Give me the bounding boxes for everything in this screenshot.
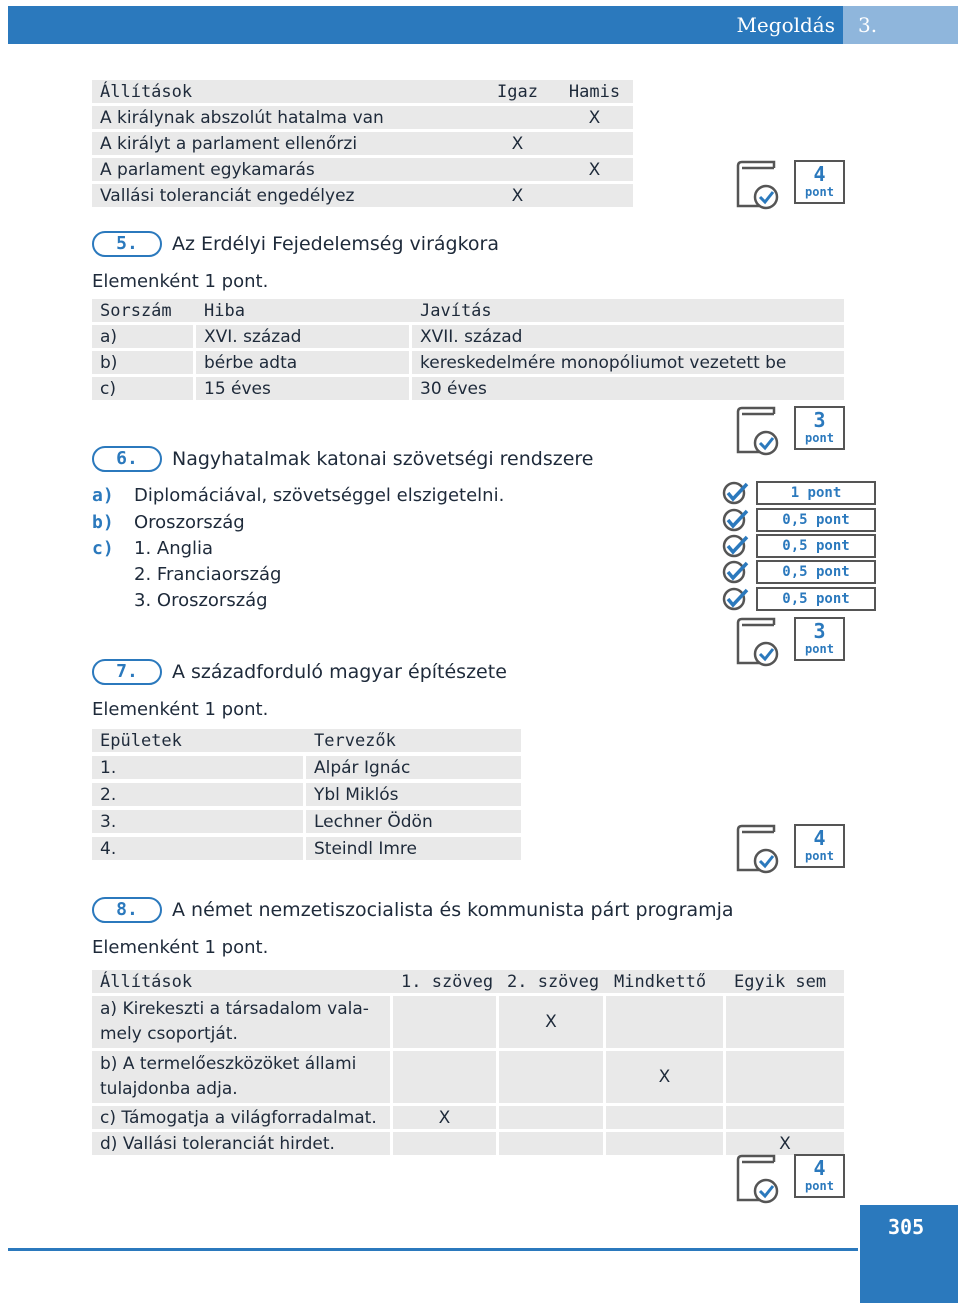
- section-title: A német nemzetiszocialista és kommunista párt programja: [172, 899, 734, 921]
- cell: 15 éves: [196, 377, 412, 400]
- header-cell: Hamis: [556, 80, 633, 103]
- check-circle-icon: [722, 534, 750, 558]
- section-title: A századforduló magyar építészete: [172, 661, 507, 683]
- cell: X: [606, 1051, 726, 1103]
- cell: A parlament egykamarás: [92, 158, 479, 181]
- cell: b) A termelőeszközöket állami tulajdonba adja.: [92, 1051, 393, 1103]
- cell: Lechner Ödön: [306, 810, 521, 833]
- header-cell: Epületek: [92, 729, 306, 752]
- header-cell: Javítás: [412, 299, 844, 322]
- points-box: 3 pont: [794, 406, 845, 450]
- cell: [606, 1106, 726, 1129]
- partial-score: [722, 508, 876, 532]
- points-note: Elemenként 1 pont.: [92, 271, 269, 292]
- points-box: 4 pont: [794, 824, 845, 868]
- header-cell: Sorszám: [92, 299, 196, 322]
- cell: 1.: [92, 756, 306, 779]
- cell: [479, 106, 556, 129]
- section-5-heading: [92, 231, 499, 257]
- table-row: [92, 325, 844, 348]
- table-row: [92, 106, 633, 129]
- errors-table: [92, 296, 844, 403]
- cell: X: [393, 1106, 499, 1129]
- book-check-icon: [734, 160, 782, 210]
- points-label: 0,5 pont: [756, 587, 876, 611]
- answer-a: a) Diplomáciával, szövetséggel elszigetelni.: [92, 485, 505, 506]
- table-header: [92, 80, 633, 103]
- cell: Vallási toleranciát engedélyez: [92, 184, 479, 207]
- cell: X: [479, 132, 556, 155]
- cell: bérbe adta: [196, 351, 412, 374]
- table-row: [92, 158, 633, 181]
- footer-divider: [8, 1248, 858, 1251]
- cell: a) Kirekeszti a társadalom vala- mely csoportját.: [92, 996, 393, 1048]
- cell: [393, 996, 499, 1048]
- answer-c: c) 1. Anglia: [92, 538, 214, 559]
- cell: [556, 184, 633, 207]
- table-row: [92, 377, 844, 400]
- header-cell: Egyik sem: [726, 970, 844, 993]
- buildings-table: [92, 725, 521, 864]
- score-box: [734, 1154, 845, 1202]
- section-number: 7.: [92, 659, 162, 685]
- table-header: [92, 970, 844, 993]
- header-title: Megoldás: [736, 13, 835, 37]
- header-cell: Mindkettő: [606, 970, 726, 993]
- cell: A királynak abszolút hatalma van: [92, 106, 479, 129]
- section-number: 5.: [92, 231, 162, 257]
- points-label: 0,5 pont: [756, 508, 876, 532]
- cell: [499, 1051, 606, 1103]
- chapter-number: 3.: [843, 6, 958, 44]
- partial-score: [722, 587, 876, 611]
- header-cell: Tervezők: [306, 729, 521, 752]
- statements-table: [92, 77, 633, 210]
- points-box: 3 pont: [794, 617, 845, 661]
- cell: c): [92, 377, 196, 400]
- section-title: Nagyhatalmak katonai szövetségi rendszere: [172, 448, 594, 470]
- page-number: 305: [860, 1205, 958, 1303]
- table-row: [92, 756, 521, 779]
- section-8-heading: [92, 897, 734, 923]
- cell: XVII. század: [412, 325, 844, 348]
- cell: [393, 1132, 499, 1155]
- section-number: 6.: [92, 446, 162, 472]
- cell: kereskedelmére monopóliumot vezetett be: [412, 351, 844, 374]
- cell: [606, 996, 726, 1048]
- partial-score: [722, 560, 876, 584]
- cell: a): [92, 325, 196, 348]
- cell: X: [726, 1132, 844, 1155]
- book-check-icon: [734, 617, 782, 667]
- header-bar: [8, 6, 958, 44]
- cell: X: [556, 106, 633, 129]
- cell: X: [479, 184, 556, 207]
- table-row: [92, 810, 521, 833]
- section-title: Az Erdélyi Fejedelemség virágkora: [172, 233, 499, 255]
- points-label: 1 pont: [756, 481, 876, 505]
- cell: A királyt a parlament ellenőrzi: [92, 132, 479, 155]
- cell: [606, 1132, 726, 1155]
- cell: [726, 1106, 844, 1129]
- book-check-icon: [734, 406, 782, 456]
- partial-score: [722, 481, 876, 505]
- header-cell: 1. szöveg: [393, 970, 499, 993]
- table-header: [92, 729, 521, 752]
- book-check-icon: [734, 824, 782, 874]
- cell: c) Támogatja a világforradalmat.: [92, 1106, 393, 1129]
- cell: Alpár Ignác: [306, 756, 521, 779]
- header-cell: 2. szöveg: [499, 970, 606, 993]
- partial-score: [722, 534, 876, 558]
- cell: XVI. század: [196, 325, 412, 348]
- table-header: [92, 299, 844, 322]
- table-row: [92, 996, 844, 1048]
- points-label: 0,5 pont: [756, 560, 876, 584]
- table-row: [92, 1051, 844, 1103]
- table-row: [92, 783, 521, 806]
- score-box: [734, 160, 845, 208]
- points-label: 0,5 pont: [756, 534, 876, 558]
- cell: X: [499, 996, 606, 1048]
- table-row: [92, 184, 633, 207]
- answer-c2: 2. Franciaország: [134, 564, 282, 585]
- answer-c3: 3. Oroszország: [134, 590, 268, 611]
- check-circle-icon: [722, 560, 750, 584]
- cell: 30 éves: [412, 377, 844, 400]
- programs-table: [92, 967, 844, 1158]
- book-check-icon: [734, 1154, 782, 1204]
- table-row: [92, 1106, 844, 1129]
- table-row: [92, 132, 633, 155]
- section-6-heading: [92, 446, 593, 472]
- table-row: [92, 1132, 844, 1155]
- check-circle-icon: [722, 587, 750, 611]
- header-cell: Igaz: [479, 80, 556, 103]
- cell: b): [92, 351, 196, 374]
- cell: 4.: [92, 837, 306, 860]
- table-row: [92, 351, 844, 374]
- cell: 3.: [92, 810, 306, 833]
- cell: 2.: [92, 783, 306, 806]
- check-circle-icon: [722, 508, 750, 532]
- cell: Steindl Imre: [306, 837, 521, 860]
- cell: [499, 1132, 606, 1155]
- answer-b: b) Oroszország: [92, 512, 245, 533]
- cell: [479, 158, 556, 181]
- cell: [726, 996, 844, 1048]
- score-box: [734, 617, 845, 665]
- points-note: Elemenként 1 pont.: [92, 937, 269, 958]
- cell: [499, 1106, 606, 1129]
- cell: X: [556, 158, 633, 181]
- header-cell: Hiba: [196, 299, 412, 322]
- cell: Ybl Miklós: [306, 783, 521, 806]
- score-box: [734, 406, 845, 454]
- check-circle-icon: [722, 481, 750, 505]
- section-7-heading: [92, 659, 507, 685]
- section-number: 8.: [92, 897, 162, 923]
- cell: d) Vallási toleranciát hirdet.: [92, 1132, 393, 1155]
- points-box: 4 pont: [794, 1154, 845, 1198]
- cell: [726, 1051, 844, 1103]
- table-row: [92, 837, 521, 860]
- points-note: Elemenként 1 pont.: [92, 699, 269, 720]
- points-box: 4 pont: [794, 160, 845, 204]
- score-box: [734, 824, 845, 872]
- cell: [556, 132, 633, 155]
- header-cell: Állítások: [92, 970, 393, 993]
- header-cell: Állítások: [92, 80, 479, 103]
- cell: [393, 1051, 499, 1103]
